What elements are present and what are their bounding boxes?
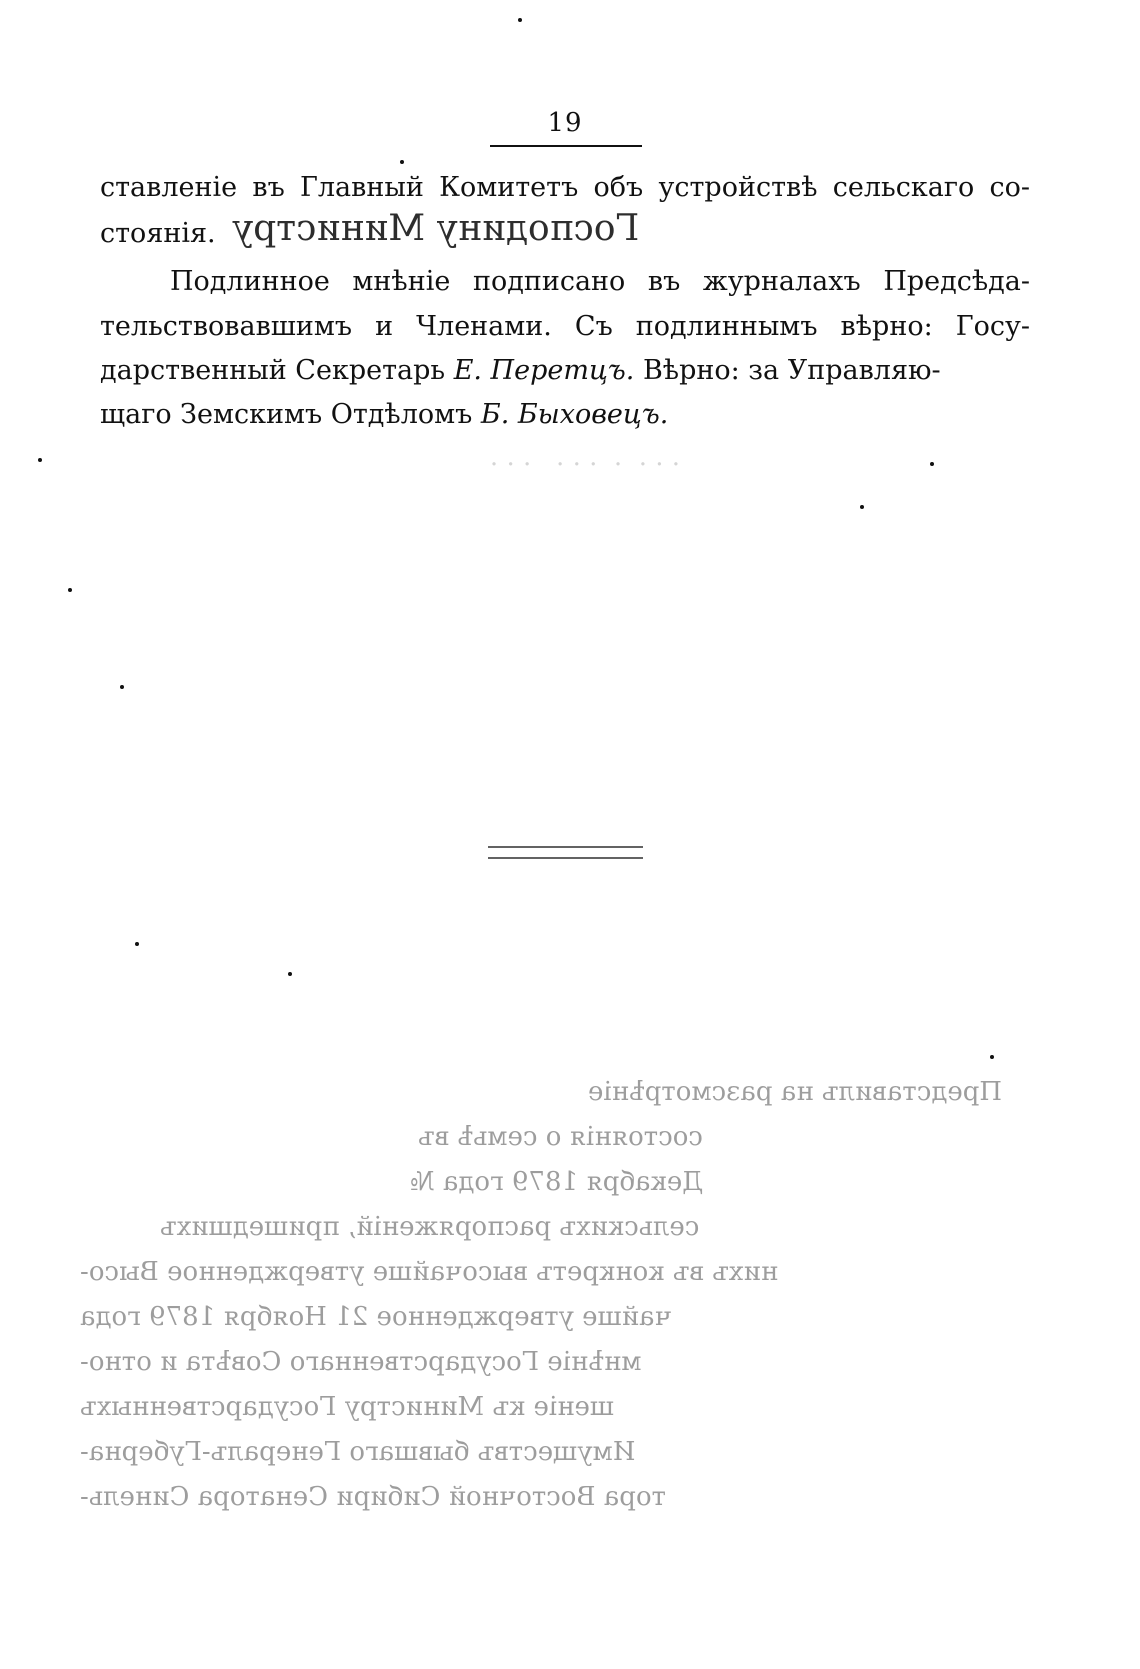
- bleed-through-faint-block: · · · · · · · · · ·: [489, 450, 680, 480]
- speck: [288, 972, 292, 976]
- bleed-line: мнѣніе Государственнаго Совѣта и отно-: [80, 1347, 642, 1377]
- bleed-line: нихъ въ конкретъ высочайше утвержденное Высо-: [80, 1257, 779, 1287]
- speck: [135, 942, 139, 946]
- paragraph-1-line-1: ставленіе въ Главный Комитетъ объ устройствѣ сельскаго со-: [100, 172, 1030, 203]
- bleed-line: чайше утвержденное 21 Ноября 1879 года: [80, 1302, 672, 1332]
- strikethrough-mark: [488, 846, 643, 859]
- speck: [120, 685, 124, 689]
- speck: [400, 160, 404, 164]
- bleed-line: Представилъ на разсмотрѣніе: [588, 1077, 1003, 1107]
- paragraph-2-line-4: [100, 399, 668, 430]
- bleed-line: Имуществъ бывшаго Генералъ-Губерна-: [80, 1437, 636, 1467]
- line-3-text-a: дарственный Секретарь: [100, 355, 454, 386]
- speck: [38, 458, 42, 462]
- speck: [860, 505, 864, 509]
- paragraph-2-line-1: Подлинное мнѣніе подписано въ журналахъ Предсѣда-: [170, 266, 1030, 297]
- paragraph-1-line-2: стоянія.: [100, 218, 216, 249]
- bleed-line: сельскихъ распоряженій, пришедшихъ: [160, 1212, 700, 1242]
- speck: [930, 462, 934, 466]
- speck: [518, 18, 522, 22]
- page-number-rule: [490, 145, 642, 147]
- bleed-through-header: Господину Министру: [232, 208, 640, 249]
- page-number: 19: [547, 108, 583, 138]
- paragraph-2-line-2: тельствовавшимъ и Членами. Съ подлиннымъ вѣрно: Госу-: [100, 311, 1030, 342]
- bleed-line: тора Восточной Сибири Сенатора Синель-: [80, 1482, 666, 1512]
- speck: [68, 588, 72, 592]
- speck: [990, 1055, 994, 1059]
- paragraph-2-line-3: [100, 355, 1030, 386]
- signatory-bykhovets: Б. Быховецъ.: [480, 399, 669, 430]
- line-3-text-c: Вѣрно: за Управляю-: [634, 355, 941, 386]
- line-4-text-a: щаго Земскимъ Отдѣломъ: [100, 399, 481, 430]
- bleed-line: Декабря 1879 года №: [410, 1167, 704, 1197]
- signatory-peretz: Е. Перетцъ.: [453, 355, 635, 386]
- bleed-line: состоянія о семьѣ въ: [418, 1122, 703, 1152]
- bleed-line: шеніе къ Министру Государственныхъ: [80, 1392, 615, 1422]
